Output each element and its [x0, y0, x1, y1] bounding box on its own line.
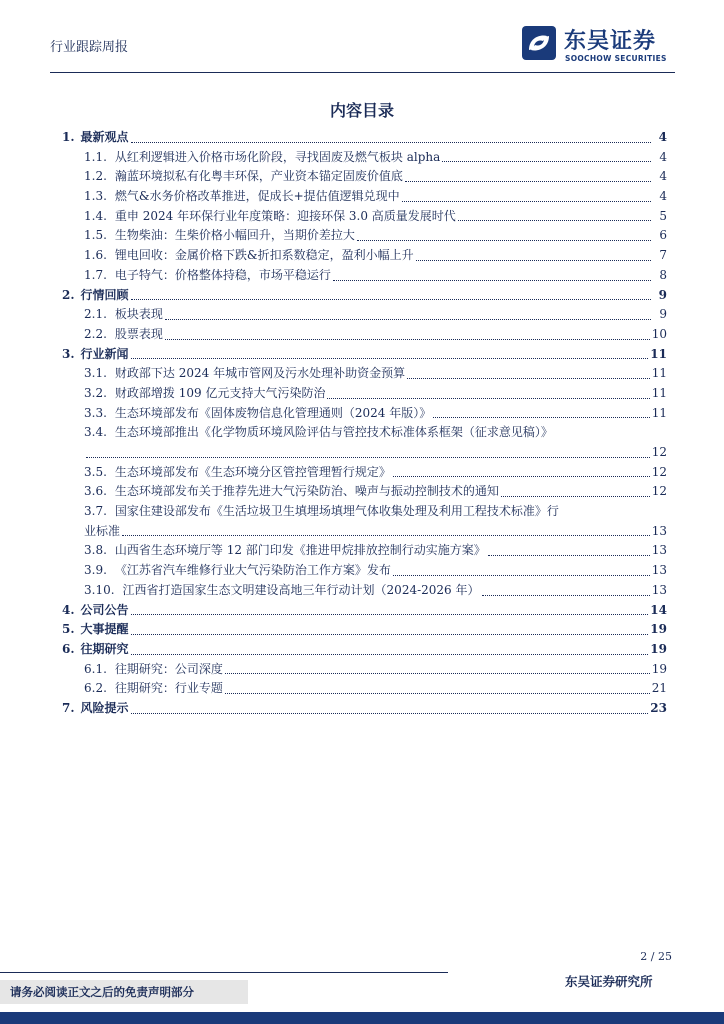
- toc-entry-title: 板块表现: [114, 307, 163, 322]
- toc-entry-page: 13: [651, 543, 667, 558]
- toc-leader-dots: [442, 160, 651, 162]
- toc-leader-dots: [393, 475, 650, 477]
- toc-entry-page: 19: [650, 622, 667, 637]
- toc-entry-number: 3.9.: [84, 563, 107, 578]
- footer-institute: 东吴证券研究所: [565, 974, 653, 989]
- table-of-contents: [62, 128, 667, 719]
- toc-entry-title: 锂电回收：金属价格下跌&折扣系数稳定，盈利小幅上升: [114, 248, 414, 263]
- toc-entry-title: 大事提醒: [80, 622, 129, 637]
- toc-leader-dots: [122, 534, 650, 536]
- toc-entry-title: 往期研究：行业专题: [114, 681, 223, 696]
- toc-leader-dots: [402, 200, 651, 202]
- toc-entry-number: 3.8.: [84, 543, 107, 558]
- toc-entry[interactable]: [62, 581, 667, 601]
- toc-entry-page: 12: [651, 445, 667, 459]
- toc-entry[interactable]: [62, 601, 667, 621]
- toc-leader-dots: [131, 712, 649, 714]
- toc-entry-number: 1.2.: [84, 169, 107, 184]
- toc-entry[interactable]: [62, 266, 667, 286]
- toc-entry-page: 10: [651, 326, 667, 341]
- toc-entry-title: 《江苏省汽车维修行业大气污染防治工作方案》发布: [114, 563, 391, 578]
- toc-entry-title: 风险提示: [80, 700, 129, 715]
- toc-leader-dots: [488, 554, 650, 556]
- toc-entry-page: 6: [659, 228, 667, 243]
- toc-entry-number: 1.4.: [84, 208, 107, 223]
- toc-leader-dots: [407, 377, 650, 379]
- toc-entry-title: 山西省生态环境厅等 12 部门印发《推进甲烷排放控制行动实施方案》: [114, 543, 486, 558]
- toc-leader-dots: [131, 613, 649, 615]
- logo-mark-icon: [520, 24, 558, 62]
- toc-entry-page: 5: [659, 208, 667, 223]
- header-divider: [50, 72, 675, 73]
- toc-entry[interactable]: [62, 384, 667, 404]
- toc-entry-continuation[interactable]: [62, 443, 667, 463]
- toc-entry-page: 11: [651, 385, 667, 400]
- toc-entry-page: 4: [658, 130, 667, 144]
- toc-entry-page: 12: [651, 484, 667, 499]
- toc-entry-title: 生态环境部发布《固体废物信息化管理通则（2024 年版）》: [114, 405, 432, 420]
- toc-entry[interactable]: [62, 345, 667, 365]
- toc-entry-number: 6.: [62, 641, 75, 656]
- toc-entry[interactable]: [62, 423, 667, 443]
- toc-entry-title: 往期研究：公司深度: [114, 661, 223, 676]
- toc-entry-number: 3.: [62, 346, 75, 361]
- toc-entry-page: 9: [658, 287, 667, 302]
- toc-leader-dots: [165, 318, 651, 320]
- toc-entry-title: 生态环境部发布关于推荐先进大气污染防治、噪声与振动控制技术的通知: [114, 484, 499, 499]
- toc-entry-page: 4: [659, 189, 667, 204]
- toc-entry[interactable]: [62, 128, 667, 148]
- toc-entry[interactable]: [62, 305, 667, 325]
- toc-entry-title: 电子特气：价格整体持稳，市场平稳运行: [114, 267, 331, 282]
- toc-entry-page: 21: [651, 681, 667, 696]
- toc-entry-number: 1.7.: [84, 267, 107, 282]
- toc-entry-page: 19: [650, 641, 667, 656]
- brand-logo: [520, 24, 680, 66]
- toc-entry-title: 国家住建设部发布《生活垃圾卫生填埋场填埋气体收集处理及利用工程技术标准》行: [114, 504, 559, 519]
- toc-entry-page: 13: [651, 523, 667, 538]
- toc-entry-number: 3.4.: [84, 425, 107, 440]
- toc-entry[interactable]: [62, 286, 667, 306]
- page-number: 2 / 25: [640, 950, 672, 963]
- toc-entry-title: 从红利逻辑进入价格市场化阶段，寻找固废及燃气板块 alpha: [114, 149, 441, 164]
- toc-leader-dots: [225, 692, 650, 694]
- toc-entry[interactable]: [62, 482, 667, 502]
- toc-entry-page: 9: [659, 307, 667, 322]
- toc-entry[interactable]: [62, 226, 667, 246]
- toc-entry-page: 13: [651, 582, 667, 597]
- toc-leader-dots: [405, 180, 651, 182]
- toc-entry[interactable]: [62, 404, 667, 424]
- toc-entry[interactable]: [62, 561, 667, 581]
- toc-leader-dots: [225, 672, 650, 674]
- logo-name-cn: 东吴证券: [564, 29, 657, 54]
- toc-entry[interactable]: [62, 660, 667, 680]
- toc-entry-number: 1.: [62, 130, 75, 144]
- toc-leader-dots: [131, 298, 651, 300]
- toc-leader-dots: [482, 594, 650, 596]
- toc-entry-title: 行业新闻: [80, 346, 129, 361]
- toc-entry[interactable]: [62, 620, 667, 640]
- toc-entry-number: 1.5.: [84, 228, 107, 243]
- toc-entry-number: 4.: [62, 602, 75, 617]
- toc-leader-dots: [333, 279, 651, 281]
- toc-entry-page: 11: [651, 366, 667, 381]
- toc-leader-dots: [393, 574, 650, 576]
- toc-entry-title: 江西省打造国家生态文明建设高地三年行动计划（2024-2026 年）: [122, 582, 480, 597]
- toc-entry-page: 23: [650, 700, 667, 715]
- disclaimer-banner: 请务必阅读正文之后的免责声明部分: [0, 980, 248, 1004]
- toc-leader-dots: [458, 219, 651, 221]
- toc-entry-number: 6.2.: [84, 681, 107, 696]
- toc-entry-continuation[interactable]: [62, 522, 667, 542]
- toc-leader-dots: [131, 653, 649, 655]
- toc-leader-dots: [357, 239, 651, 241]
- toc-entry-title: 燃气&水务价格改革推进，促成长+提估值逻辑兑现中: [114, 189, 400, 204]
- toc-entry-page: 4: [659, 149, 667, 164]
- toc-entry[interactable]: [62, 167, 667, 187]
- toc-leader-dots: [131, 357, 649, 359]
- header-section-label: 行业跟踪周报: [50, 40, 129, 55]
- toc-entry-number: 3.7.: [84, 504, 107, 519]
- toc-leader-dots: [327, 397, 649, 399]
- toc-entry-title: 公司公告: [80, 602, 129, 617]
- toc-entry-number: 1.3.: [84, 189, 107, 204]
- toc-entry-page: 4: [659, 169, 667, 184]
- toc-entry-title: 财政部增拨 109 亿元支持大气污染防治: [114, 385, 326, 400]
- footer-bar: [0, 1012, 724, 1024]
- toc-entry-number: 5.: [62, 622, 75, 637]
- toc-entry-number: 3.10.: [84, 582, 115, 597]
- toc-entry-number: 2.1.: [84, 307, 107, 322]
- toc-entry-number: 3.2.: [84, 385, 107, 400]
- toc-leader-dots: [131, 633, 649, 635]
- toc-leader-dots: [416, 259, 651, 261]
- toc-leader-dots: [433, 416, 649, 418]
- toc-entry-number: 3.5.: [84, 464, 107, 479]
- toc-entry-number: 2.: [62, 287, 75, 302]
- toc-entry[interactable]: [62, 187, 667, 207]
- toc-entry-page: 11: [651, 405, 667, 420]
- toc-entry-title: 生态环境部推出《化学物质环境风险评估与管控技术标准体系框架（征求意见稿）》: [114, 425, 553, 440]
- logo-name-en: SOOCHOW SECURITIES: [565, 54, 667, 63]
- toc-entry-number: 1.1.: [84, 149, 107, 164]
- toc-entry-page: 12: [651, 464, 667, 479]
- toc-entry-title: 股票表现: [114, 326, 163, 341]
- toc-entry-number: 7.: [62, 700, 75, 715]
- toc-entry-page: 14: [650, 602, 667, 617]
- toc-entry-page: 7: [659, 248, 667, 263]
- toc-entry-title: 最新观点: [80, 130, 129, 144]
- toc-entry-page: 11: [650, 346, 667, 361]
- toc-leader-dots: [165, 338, 650, 340]
- toc-entry-title: 重申 2024 年环保行业年度策略：迎接环保 3.0 高质量发展时代: [114, 208, 456, 223]
- toc-entry[interactable]: [62, 148, 667, 168]
- toc-entry-title-continued: 业标准: [84, 523, 121, 538]
- toc-leader-dots: [86, 456, 650, 458]
- toc-entry-number: 3.6.: [84, 484, 107, 499]
- toc-entry-title: 瀚蓝环境拟私有化粤丰环保，产业资本锚定固废价值底: [114, 169, 403, 184]
- toc-entry[interactable]: [62, 541, 667, 561]
- toc-entry[interactable]: [62, 679, 667, 699]
- toc-entry-page: 19: [651, 661, 667, 676]
- toc-entry-page: 8: [659, 267, 667, 282]
- toc-leader-dots: [131, 141, 651, 143]
- toc-entry-number: 3.3.: [84, 405, 107, 420]
- toc-entry[interactable]: [62, 640, 667, 660]
- toc-entry-title: 行情回顾: [80, 287, 129, 302]
- toc-entry[interactable]: [62, 699, 667, 719]
- toc-entry-title: 生物柴油：生柴价格小幅回升，当期价差拉大: [114, 228, 355, 243]
- toc-entry-title: 生态环境部发布《生态环境分区管控管理暂行规定》: [114, 464, 391, 479]
- toc-entry[interactable]: [62, 207, 667, 227]
- toc-entry-number: 3.1.: [84, 366, 107, 381]
- toc-entry[interactable]: [62, 502, 667, 522]
- toc-entry[interactable]: [62, 325, 667, 345]
- footer-divider: [0, 972, 448, 973]
- toc-title: 内容目录: [329, 101, 394, 120]
- toc-entry-page: 13: [651, 563, 667, 578]
- toc-entry-title: 财政部下达 2024 年城市管网及污水处理补助资金预算: [114, 366, 406, 381]
- toc-entry-number: 1.6.: [84, 248, 107, 263]
- toc-entry[interactable]: [62, 364, 667, 384]
- toc-entry-title: 往期研究: [80, 641, 129, 656]
- toc-leader-dots: [501, 495, 650, 497]
- toc-entry[interactable]: [62, 463, 667, 483]
- toc-entry-number: 2.2.: [84, 326, 107, 341]
- toc-entry-number: 6.1.: [84, 661, 107, 676]
- toc-entry[interactable]: [62, 246, 667, 266]
